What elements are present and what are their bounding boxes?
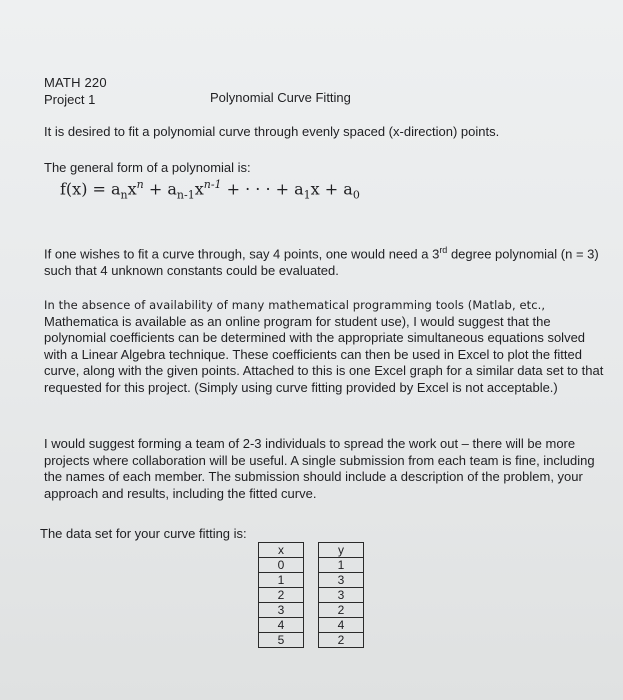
table-row (259, 603, 364, 618)
formula-x2: x (194, 179, 204, 199)
table-header-row (259, 543, 364, 558)
table-row (259, 558, 364, 573)
formula-x3: x + a (310, 179, 353, 199)
intro-text: It is desired to fit a polynomial curve through evenly spaced (x-direction) points. (44, 124, 500, 139)
table-gap (304, 633, 319, 648)
table-gap (304, 588, 319, 603)
formula-exp-n-minus-1: n-1 (203, 178, 222, 191)
ordinal-suffix: rd (439, 245, 448, 255)
table-cell-x: 4 (259, 618, 304, 633)
table-gap (304, 573, 319, 588)
table-cell-x: 2 (259, 588, 304, 603)
table-cell-y: 1 (319, 558, 364, 573)
table-gap (304, 558, 319, 573)
paragraph-points-a: If one wishes to fit a curve through, say 4 points, one would need a 3 (44, 246, 440, 262)
table-header-y: y (319, 543, 364, 558)
formula-sub-0: 0 (352, 188, 360, 202)
dataset-label: The data set for your curve fitting is: (40, 526, 247, 541)
table-cell-y: 3 (319, 573, 364, 588)
table-cell-y: 3 (319, 588, 364, 603)
table-header-x: x (259, 543, 304, 558)
table-row (259, 573, 364, 588)
data-table (258, 542, 364, 648)
polynomial-formula (60, 178, 360, 202)
table-gap (304, 603, 319, 618)
formula-lhs: f(x) = a (60, 179, 121, 199)
table-row (259, 633, 364, 648)
project-label: Project 1 (44, 92, 96, 107)
formula-x1: x (127, 179, 137, 199)
paragraph-points-b: degree polynomial (n = 3) such that 4 unknown constants could be evaluated. (44, 246, 599, 278)
table-row (259, 618, 364, 633)
formula-sub-1: 1 (303, 188, 311, 202)
table-cell-x: 1 (259, 573, 304, 588)
general-form-label: The general form of a polynomial is: (44, 160, 251, 175)
table-gap (304, 618, 319, 633)
table-cell-y: 2 (319, 603, 364, 618)
table-cell-x: 3 (259, 603, 304, 618)
formula-plus1: + a (143, 179, 177, 199)
paragraph-method (44, 297, 604, 396)
course-label: MATH 220 (44, 75, 107, 90)
formula-sub-n-minus-1: n-1 (176, 188, 195, 202)
table-cell-x: 0 (259, 558, 304, 573)
table-cell-x: 5 (259, 633, 304, 648)
table-cell-y: 2 (319, 633, 364, 648)
formula-exp-n: n (136, 178, 144, 191)
table-cell-y: 4 (319, 618, 364, 633)
table-row (259, 588, 364, 603)
formula-rest: + · · · + a (221, 179, 304, 199)
handwritten-line: In the absence of availability of many mathematical programming tools (Matlab, etc., (44, 298, 546, 312)
formula-sub-n: n (120, 188, 128, 202)
paragraph-teams: I would suggest forming a team of 2-3 individuals to spread the work out – there will be more projects where collaboration will be useful. A single submission from each team is fine, including the names of each member. The submission should include a description of the problem, your approach and results, including the fitted curve. (44, 436, 595, 501)
paragraph-points (44, 242, 604, 279)
table-gap (304, 543, 319, 558)
page-title: Polynomial Curve Fitting (210, 90, 351, 105)
paragraph-method-rest: Mathematica is available as an online program for student use), I would suggest that the polynomial coefficients can be determined with the appropriate simultaneous equations solved with a Linear Algebra technique. These coefficients can then be used in Excel to plot the fitted curve, along with the given points. Attached to this is one Excel graph for a similar data set to that requested for this project. (Simply using curve fitting provided by Excel is not acceptable.) (44, 313, 604, 395)
